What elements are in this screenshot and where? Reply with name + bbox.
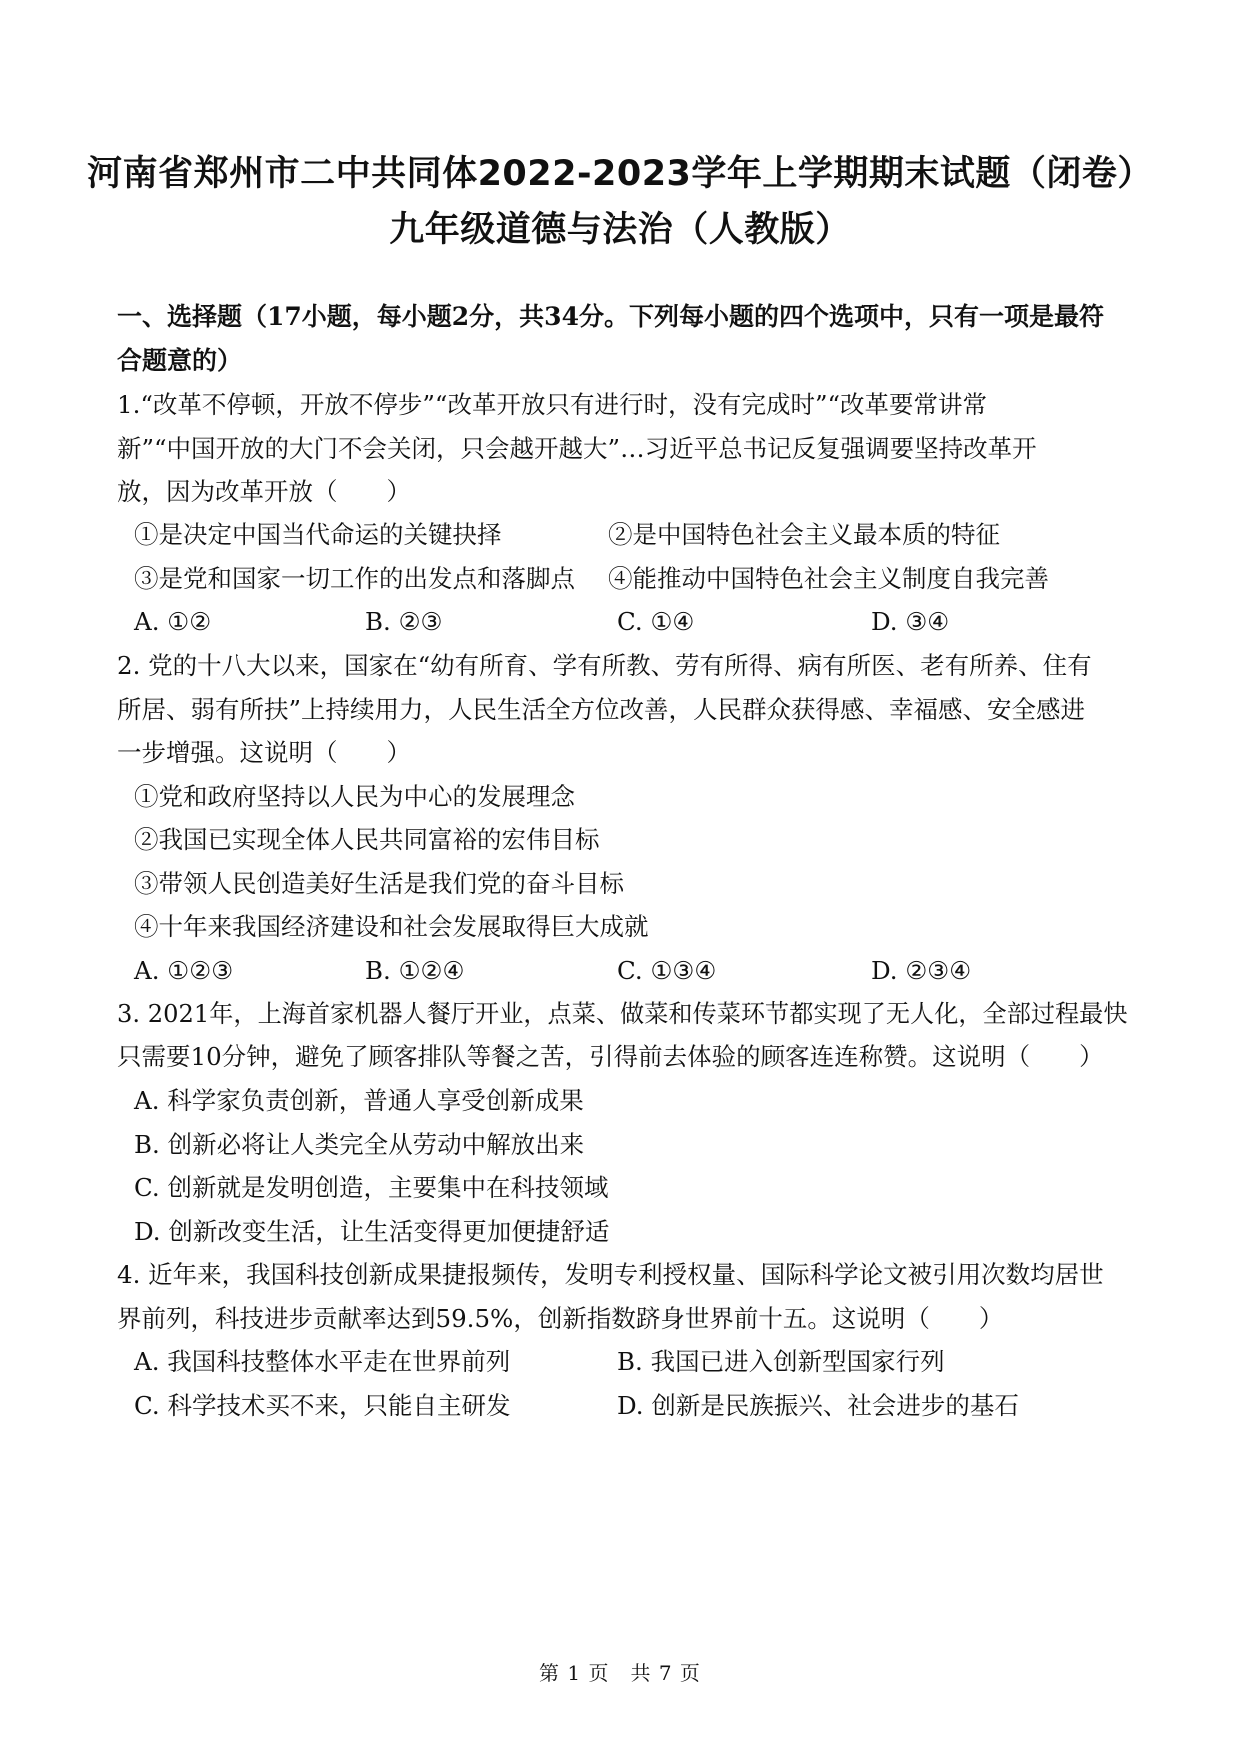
exam-title: 河南省郑州市二中共同体2022-2023学年上学期期末试题（闭卷） <box>87 154 1153 194</box>
q2-statement: ③带领人民创造美好生活是我们党的奋斗目标 <box>134 869 624 898</box>
q1-choice-b: B. ②③ <box>365 607 443 636</box>
q3-choice-c: C. 创新就是发明创造，主要集中在科技领域 <box>134 1173 609 1202</box>
q2-statement: ①党和政府坚持以人民为中心的发展理念 <box>134 782 575 811</box>
q1-choice-c: C. ①④ <box>617 607 695 636</box>
q4-choice-b: B. 我国已进入创新型国家行列 <box>617 1347 945 1376</box>
q2-stem-line: 2. 党的十八大以来，国家在“幼有所育、学有所教、劳有所得、病有所医、老有所养、住有 <box>117 651 1092 680</box>
q1-stem-line: 1.“改革不停顿，开放不停步”“改革开放只有进行时，没有完成时”“改革要常讲常 <box>117 390 987 419</box>
q1-choice-a: A. ①② <box>134 607 212 636</box>
section-heading-cont: 合题意的） <box>117 346 243 375</box>
q3-stem-line: 只需要10分钟，避免了顾客排队等餐之苦，引得前去体验的顾客连连称赞。这说明（ ） <box>117 1042 1104 1071</box>
q1-statement: ①是决定中国当代命运的关键抉择 <box>134 520 502 549</box>
q4-stem-line: 界前列，科技进步贡献率达到59.5%，创新指数跻身世界前十五。这说明（ ） <box>117 1304 1004 1333</box>
q1-stem-line: 放，因为改革开放（ ） <box>117 477 411 506</box>
q3-choice-a: A. 科学家负责创新，普通人享受创新成果 <box>134 1086 584 1115</box>
q1-stem-line: 新”“中国开放的大门不会关闭，只会越开越大”…习近平总书记反复强调要坚持改革开 <box>117 434 1037 463</box>
q2-statement: ④十年来我国经济建设和社会发展取得巨大成就 <box>134 912 649 941</box>
q4-choice-c: C. 科学技术买不来，只能自主研发 <box>134 1391 511 1420</box>
page-footer: 第 1 页 共 7 页 <box>539 1661 701 1685</box>
q1-statement: ④能推动中国特色社会主义制度自我完善 <box>608 564 1049 593</box>
exam-subtitle: 九年级道德与法治（人教版） <box>389 210 851 250</box>
q1-statement: ③是党和国家一切工作的出发点和落脚点 <box>134 564 575 593</box>
q1-choice-d: D. ③④ <box>871 607 950 636</box>
section-heading: 一、选择题（17小题，每小题2分，共34分。下列每小题的四个选项中，只有一项是最符 <box>117 302 1104 331</box>
q2-choice-c: C. ①③④ <box>617 956 717 985</box>
q2-choice-b: B. ①②④ <box>365 956 465 985</box>
q2-stem-line: 一步增强。这说明（ ） <box>117 738 411 767</box>
q3-stem-line: 3. 2021年，上海首家机器人餐厅开业，点菜、做菜和传菜环节都实现了无人化，全部过程最快 <box>117 999 1128 1028</box>
q4-choice-d: D. 创新是民族振兴、社会进步的基石 <box>617 1391 1019 1420</box>
q4-stem-line: 4. 近年来，我国科技创新成果捷报频传，发明专利授权量、国际科学论文被引用次数均居世 <box>117 1260 1104 1289</box>
q2-choice-d: D. ②③④ <box>871 956 972 985</box>
q4-choice-a: A. 我国科技整体水平走在世界前列 <box>134 1347 511 1376</box>
q1-statement: ②是中国特色社会主义最本质的特征 <box>608 520 1000 549</box>
q2-choice-a: A. ①②③ <box>134 956 234 985</box>
q2-statement: ②我国已实现全体人民共同富裕的宏伟目标 <box>134 825 600 854</box>
q3-choice-b: B. 创新必将让人类完全从劳动中解放出来 <box>134 1130 585 1159</box>
q2-stem-line: 所居、弱有所扶”上持续用力，人民生活全方位改善，人民群众获得感、幸福感、安全感进 <box>117 695 1086 724</box>
q3-choice-d: D. 创新改变生活，让生活变得更加便捷舒适 <box>134 1217 610 1246</box>
